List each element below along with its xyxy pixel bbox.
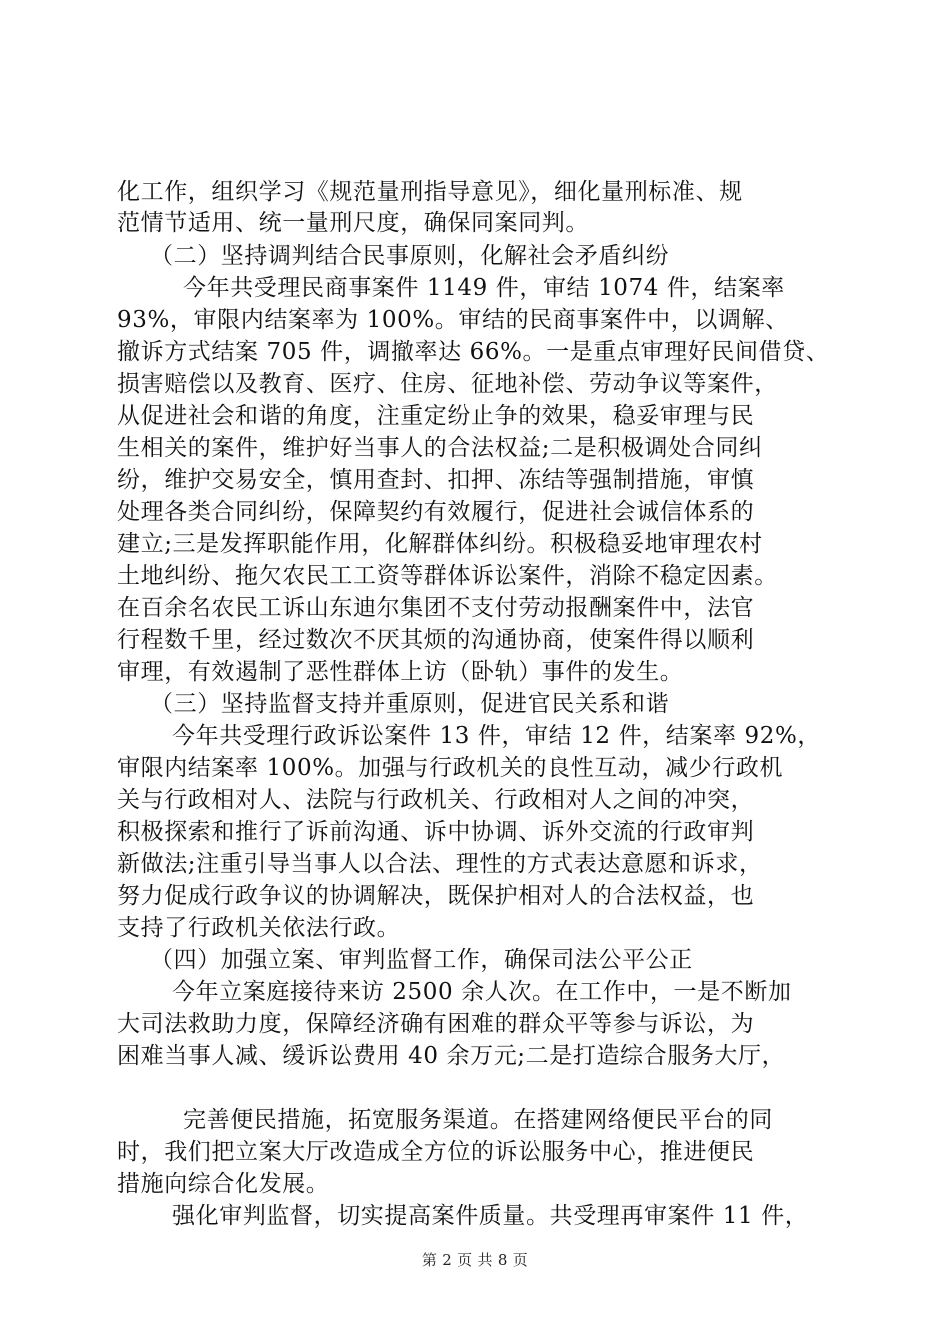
body-line: 处理各类合同纠纷，保障契约有效履行，促进社会诚信体系的 xyxy=(117,499,755,525)
body-line: 新做法;注重引导当事人以合法、理性的方式表达意愿和诉求， xyxy=(117,851,763,877)
section-heading-4: （四）加强立案、审判监督工作，确保司法公平公正 xyxy=(150,947,693,973)
body-line: 行程数千里，经过数次不厌其烦的沟通协商，使案件得以顺利 xyxy=(117,627,755,653)
body-line: 在百余名农民工诉山东迪尔集团不支付劳动报酬案件中，法官 xyxy=(117,595,755,621)
section-heading-3: （三）坚持监督支持并重原则，促进官民关系和谐 xyxy=(150,691,670,717)
body-line: 审限内结案率 100%。加强与行政机关的良性互动，减少行政机 xyxy=(117,755,784,781)
body-line: 93%，审限内结案率为 100%。审结的民商事案件中，以调解、 xyxy=(117,307,789,333)
body-line: 努力促成行政争议的协调解决，既保护相对人的合法权益，也 xyxy=(117,883,755,909)
body-line: 范情节适用、统一量刑尺度，确保同案同判。 xyxy=(117,210,589,236)
body-line: 积极探索和推行了诉前沟通、诉中协调、诉外交流的行政审判 xyxy=(117,819,755,845)
body-line: 建立;三是发挥职能作用，化解群体纠纷。积极稳妥地审理农村 xyxy=(117,531,763,557)
body-line: 损害赔偿以及教育、医疗、住房、征地补偿、劳动争议等案件， xyxy=(117,371,778,397)
paragraph-first-line: 完善便民措施，拓宽服务渠道。在搭建网络便民平台的同 xyxy=(183,1107,773,1133)
body-line: 从促进社会和谐的角度，注重定纷止争的效果，稳妥审理与民 xyxy=(117,403,755,429)
body-line: 化工作，组织学习《规范量刑指导意见》，细化量刑标准、规 xyxy=(117,179,743,205)
paragraph-first-line: 今年共受理行政诉讼案件 13 件，审结 12 件，结案率 92%， xyxy=(172,723,822,749)
body-line: 措施向综合化发展。 xyxy=(117,1171,330,1197)
body-line: 纷，维护交易安全，慎用查封、扣押、冻结等强制措施，审慎 xyxy=(117,467,755,493)
body-line: 支持了行政机关依法行政。 xyxy=(117,915,401,941)
paragraph-first-line: 今年共受理民商事案件 1149 件，审结 1074 件，结案率 xyxy=(183,275,785,301)
body-line: 撤诉方式结案 705 件，调撤率达 66%。一是重点审理好民间借贷、 xyxy=(117,339,830,365)
body-line: 土地纠纷、拖欠农民工工资等群体诉讼案件，消除不稳定因素。 xyxy=(117,563,778,589)
page-number-footer: 第 2 页 共 8 页 xyxy=(421,1251,529,1269)
paragraph-first-line: 今年立案庭接待来访 2500 余人次。在工作中，一是不断加 xyxy=(172,979,792,1005)
body-line: 生相关的案件，维护好当事人的合法权益;二是积极调处合同纠 xyxy=(117,435,763,461)
paragraph-first-line: 强化审判监督，切实提高案件质量。共受理再审案件 11 件， xyxy=(172,1203,809,1229)
body-line: 困难当事人减、缓诉讼费用 40 余万元;二是打造综合服务大厅， xyxy=(117,1043,786,1069)
section-heading-2: （二）坚持调判结合民事原则，化解社会矛盾纠纷 xyxy=(150,243,670,269)
body-line: 时，我们把立案大厅改造成全方位的诉讼服务中心，推进便民 xyxy=(117,1139,755,1165)
body-line: 关与行政相对人、法院与行政机关、行政相对人之间的冲突， xyxy=(117,787,755,813)
body-line: 审理，有效遏制了恶性群体上访（卧轨）事件的发生。 xyxy=(117,659,684,685)
body-line: 大司法救助力度，保障经济确有困难的群众平等参与诉讼，为 xyxy=(117,1011,755,1037)
